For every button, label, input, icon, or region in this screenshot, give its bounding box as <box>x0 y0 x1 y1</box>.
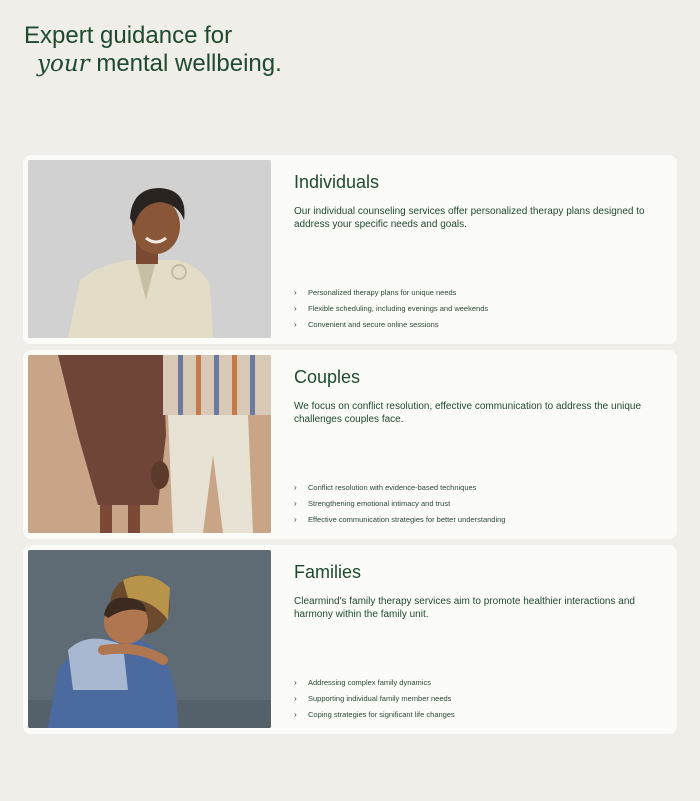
chevron-right-icon: › <box>294 710 297 719</box>
chevron-right-icon: › <box>294 304 297 313</box>
card-title: Families <box>294 562 362 582</box>
feature-text: Conflict resolution with evidence-based techniques <box>308 483 477 492</box>
feature-text: Convenient and secure online sessions <box>308 320 439 329</box>
feature-item <box>294 675 455 691</box>
chevron-right-icon: › <box>294 483 297 492</box>
feature-text: Effective communication strategies for better understanding <box>308 515 506 524</box>
card-description: We focus on conflict resolution, effective communication to address the unique challenges couples face. <box>294 401 642 425</box>
card-description: Clearmind's family therapy services aim to promote healthier interactions and harmony within the family unit. <box>294 596 635 620</box>
card-feature-list <box>294 285 488 333</box>
individuals-photo <box>28 160 271 338</box>
chevron-right-icon: › <box>294 320 297 329</box>
couples-photo <box>28 355 271 533</box>
feature-text: Coping strategies for significant life changes <box>308 710 455 719</box>
heading-italic-word: your <box>37 51 90 77</box>
service-card-individuals[interactable] <box>23 155 677 344</box>
service-card-couples[interactable] <box>23 350 677 539</box>
feature-item <box>294 285 488 301</box>
chevron-right-icon: › <box>294 694 297 703</box>
page-heading <box>24 22 282 78</box>
chevron-right-icon: › <box>294 515 297 524</box>
heading-line-2 <box>24 50 282 78</box>
feature-text: Addressing complex family dynamics <box>308 678 431 687</box>
feature-item <box>294 480 505 496</box>
feature-item <box>294 707 455 723</box>
chevron-right-icon: › <box>294 288 297 297</box>
feature-item <box>294 301 488 317</box>
feature-text: Flexible scheduling, including evenings and weekends <box>308 304 489 313</box>
chevron-right-icon: › <box>294 678 297 687</box>
feature-item <box>294 496 505 512</box>
feature-item <box>294 317 488 333</box>
feature-text: Supporting individual family member needs <box>308 694 452 703</box>
card-title: Couples <box>294 367 361 387</box>
chevron-right-icon: › <box>294 499 297 508</box>
card-title: Individuals <box>294 172 380 192</box>
heading-line-2-text: mental wellbeing. <box>89 50 282 77</box>
feature-item <box>294 512 505 528</box>
card-feature-list <box>294 675 455 723</box>
feature-text: Strengthening emotional intimacy and trust <box>308 499 451 508</box>
families-photo <box>28 550 271 728</box>
heading-line-1: Expert guidance for <box>24 22 233 49</box>
service-card-families[interactable] <box>23 545 677 734</box>
card-feature-list <box>294 480 505 528</box>
card-description: Our individual counseling services offer personalized therapy plans designed to address your specific needs and goals. <box>294 206 645 230</box>
feature-text: Personalized therapy plans for unique needs <box>308 288 457 297</box>
feature-item <box>294 691 455 707</box>
